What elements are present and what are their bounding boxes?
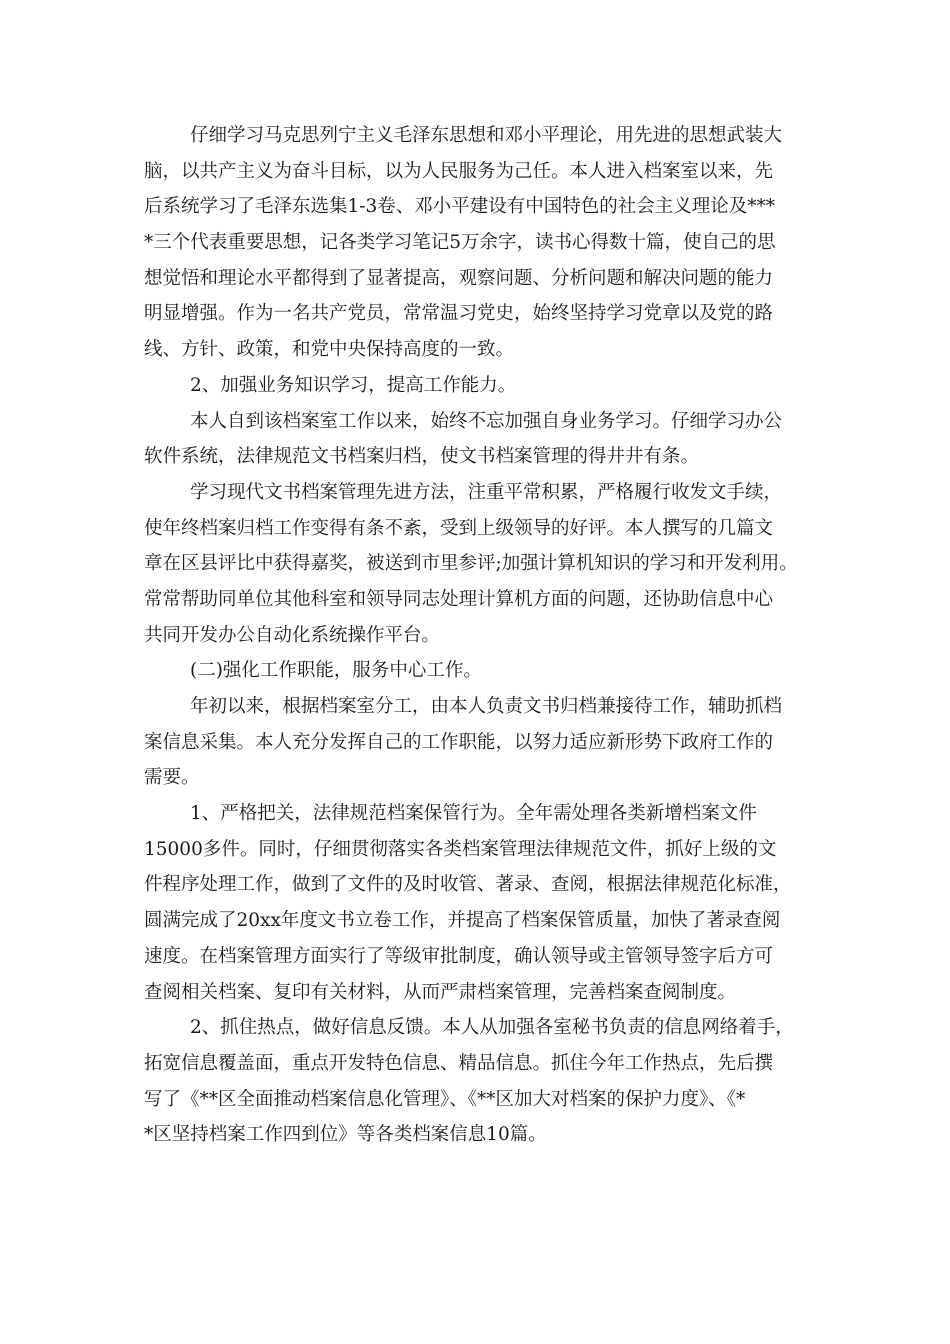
paragraph-first-line: 本人自到该档案室工作以来，始终不忘加强自身业务学习。仔细学习办公	[190, 410, 783, 432]
paragraph-first-line: 仔细学习马克思列宁主义毛泽东思想和邓小平理论，用先进的思想武装大	[190, 125, 783, 146]
paragraph-line: 明显增强。作为一名共产党员，常常温习党史，始终坚持学习党章以及党的路	[144, 303, 774, 325]
paragraph-first-line: 学习现代文书档案管理先进方法，注重平常积累，严格履行收发文手续，	[190, 481, 783, 503]
paragraph-line: 脑，以共产主义为奋斗目标，以为人民服务为己任。本人进入档案室以来，先	[144, 160, 774, 182]
paragraph-first-line: 2、抓住热点，做好信息反馈。本人从加强各室秘书负责的信息网络着手，	[190, 1017, 794, 1039]
paragraph-line: 查阅相关档案、复印有关材料，从而严肃档案管理，完善档案查阅制度。	[144, 981, 737, 1003]
paragraph-line: 共同开发办公自动化系统操作平台。	[144, 624, 441, 646]
paragraph-line: 想觉悟和理论水平都得到了显著提高，观察问题、分析问题和解决问题的能力	[144, 267, 774, 289]
paragraph-first-line: 年初以来，根据档案室分工，由本人负责文书归档兼接待工作，辅助抓档	[190, 696, 783, 717]
paragraph-first-line: 1、严格把关，法律规范档案保管行为。全年需处理各类新增档案文件	[190, 803, 757, 825]
paragraph-line: *区坚持档案工作四到位》等各类档案信息10篇。	[144, 1124, 547, 1146]
paragraph-line: 圆满完成了20xx年度文书立卷工作，并提高了档案保管质量，加快了著录查阅	[144, 910, 781, 932]
paragraph-line: 章在区县评比中获得嘉奖，被送到市里参评;加强计算机知识的学习和开发利用。	[144, 553, 798, 575]
paragraph-line: 使年终档案归档工作变得有条不紊，受到上级领导的好评。本人撰写的几篇文	[144, 517, 774, 539]
paragraph-line: 常常帮助同单位其他科室和领导同志处理计算机方面的问题，还协助信息中心	[144, 588, 774, 610]
paragraph-line: 写了《**区全面推动档案信息化管理》、《**区加大对档案的保护力度》、《*	[144, 1088, 746, 1110]
paragraph-line: 件程序处理工作，做到了文件的及时收管、著录、查阅，根据法律规范化标准，	[144, 874, 792, 896]
document-body	[144, 118, 824, 1153]
paragraph-line: 后系统学习了毛泽东选集1-3卷、邓小平建设有中国特色的社会主义理论及***	[144, 196, 776, 218]
paragraph-line: *三个代表重要思想，记各类学习笔记5万余字，读书心得数十篇，使自己的思	[144, 232, 776, 254]
paragraph-line: 15000多件。同时，仔细贯彻落实各类档案管理法律规范文件，抓好上级的文	[144, 838, 777, 860]
paragraph-first-line: (二)强化工作职能，服务中心工作。	[190, 660, 482, 682]
paragraph-line: 线、方针、政策，和党中央保持高度的一致。	[144, 339, 515, 361]
paragraph-line: 拓宽信息覆盖面，重点开发特色信息、精品信息。抓住今年工作热点，先后撰	[144, 1052, 774, 1074]
paragraph-line: 案信息采集。本人充分发挥自己的工作职能，以努力适应新形势下政府工作的	[144, 731, 774, 753]
paragraph-first-line: 2、加强业务知识学习，提高工作能力。	[190, 374, 517, 396]
paragraph-line: 速度。在档案管理方面实行了等级审批制度，确认领导或主管领导签字后方可	[144, 945, 774, 967]
paragraph-line: 需要。	[144, 767, 200, 789]
paragraph-line: 软件系统，法律规范文书档案归档，使文书档案管理的得井井有条。	[144, 446, 700, 468]
